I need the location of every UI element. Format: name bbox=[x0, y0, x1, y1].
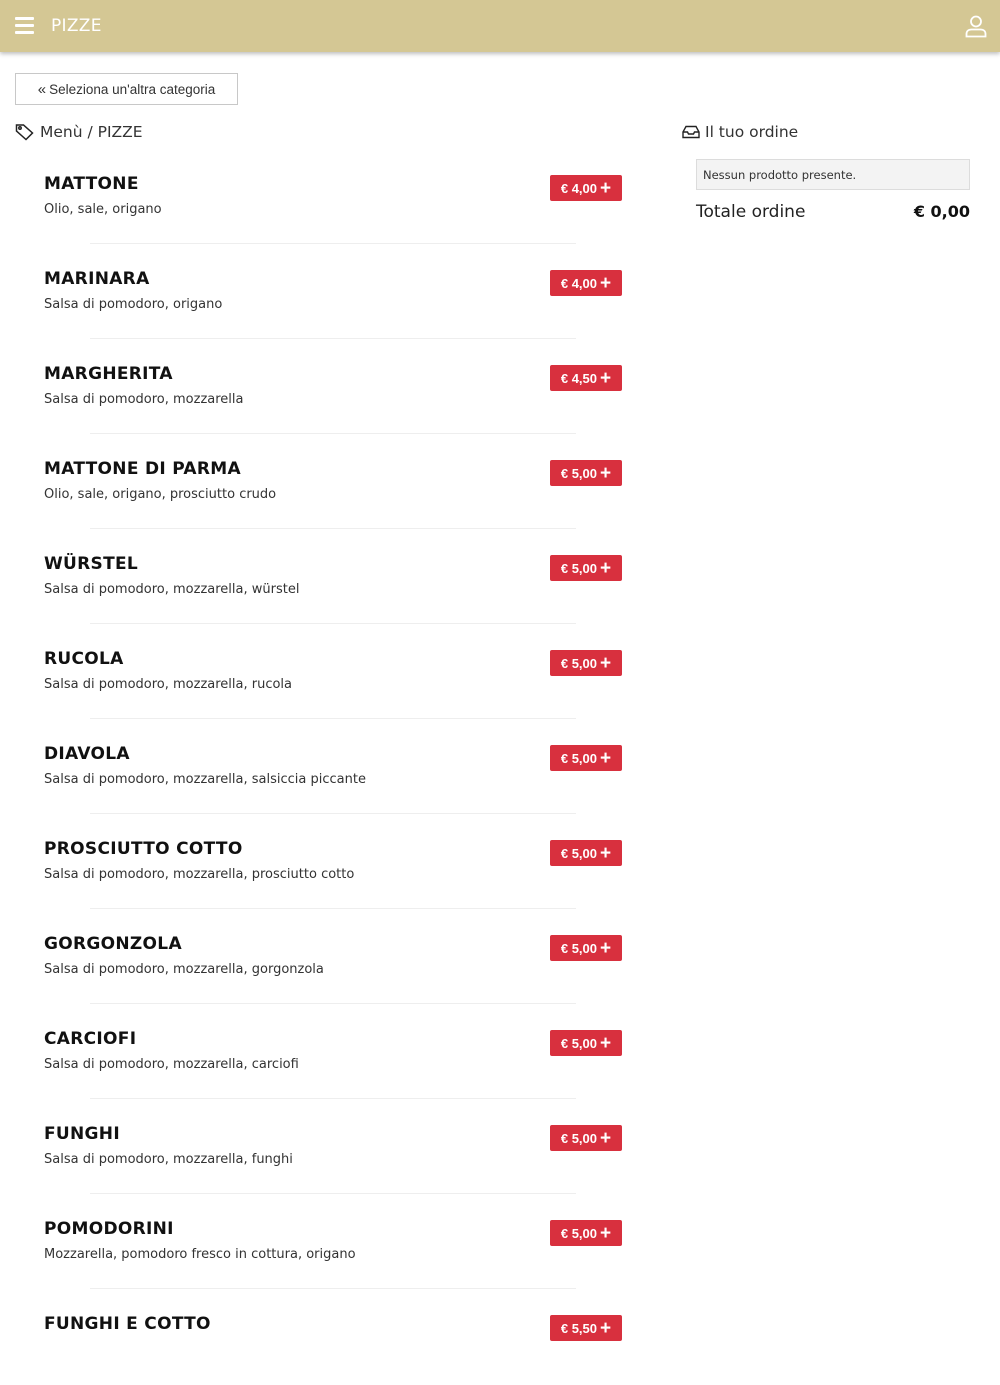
add-to-order-button[interactable] bbox=[550, 935, 622, 961]
plus-icon: + bbox=[600, 747, 612, 769]
breadcrumb-label: Menù / PIZZE bbox=[40, 123, 143, 141]
top-bar bbox=[0, 0, 1000, 52]
menu-item-price: € 5,00 bbox=[560, 1130, 598, 1146]
menu-item-description: Olio, sale, origano bbox=[44, 202, 162, 217]
menu-item-description: Salsa di pomodoro, mozzarella, salsiccia piccante bbox=[44, 772, 366, 787]
divider bbox=[90, 908, 576, 909]
menu-item-price: € 5,00 bbox=[560, 465, 598, 481]
menu-item-price: € 5,00 bbox=[560, 1035, 598, 1051]
add-to-order-button[interactable] bbox=[550, 650, 622, 676]
add-to-order-button[interactable] bbox=[550, 270, 622, 296]
plus-icon: + bbox=[600, 842, 612, 864]
tag-icon bbox=[15, 123, 35, 141]
divider bbox=[90, 433, 576, 434]
menu-item-name: MATTONE DI PARMA bbox=[44, 459, 241, 479]
menu-item bbox=[0, 910, 640, 1005]
menu-item-description: Salsa di pomodoro, mozzarella, gorgonzola bbox=[44, 962, 324, 977]
back-button-label: Seleziona un'altra categoria bbox=[49, 81, 216, 97]
menu-item-description: Olio, sale, origano, prosciutto crudo bbox=[44, 487, 277, 502]
order-title-label: Il tuo ordine bbox=[705, 123, 799, 141]
menu-item bbox=[0, 815, 640, 910]
menu-item bbox=[0, 1290, 640, 1385]
menu-item bbox=[0, 1195, 640, 1290]
add-to-order-button[interactable] bbox=[550, 365, 622, 391]
add-to-order-button[interactable] bbox=[550, 1125, 622, 1151]
add-to-order-button[interactable] bbox=[550, 175, 622, 201]
plus-icon: + bbox=[600, 462, 612, 484]
menu-item-price: € 4,00 bbox=[560, 275, 598, 291]
menu-list bbox=[0, 150, 640, 1385]
plus-icon: + bbox=[600, 652, 612, 674]
divider bbox=[90, 1288, 576, 1289]
menu-item bbox=[0, 340, 640, 435]
menu-item-name: FUNGHI E COTTO bbox=[44, 1314, 211, 1334]
add-to-order-button[interactable] bbox=[550, 745, 622, 771]
menu-item-price: € 5,00 bbox=[560, 655, 598, 671]
plus-icon: + bbox=[600, 937, 612, 959]
plus-icon: + bbox=[600, 1222, 612, 1244]
menu-item-price: € 5,00 bbox=[560, 1225, 598, 1241]
order-total-label: Totale ordine bbox=[696, 202, 806, 222]
menu-item bbox=[0, 625, 640, 720]
add-to-order-button[interactable] bbox=[550, 1315, 622, 1341]
menu-item-description: Salsa di pomodoro, origano bbox=[44, 297, 223, 312]
menu-item-price: € 5,00 bbox=[560, 560, 598, 576]
menu-item-description: Salsa di pomodoro, mozzarella, funghi bbox=[44, 1152, 293, 1167]
divider bbox=[90, 1193, 576, 1194]
menu-item-description: Salsa di pomodoro, mozzarella, prosciutto cotto bbox=[44, 867, 355, 882]
menu-item bbox=[0, 530, 640, 625]
menu-item-description: Salsa di pomodoro, mozzarella bbox=[44, 392, 244, 407]
double-chevron-left-icon: « bbox=[37, 80, 47, 98]
menu-item-description: Salsa di pomodoro, mozzarella, rucola bbox=[44, 677, 293, 692]
menu-item-name: MATTONE bbox=[44, 174, 139, 194]
user-icon[interactable] bbox=[964, 14, 988, 38]
menu-item-price: € 5,00 bbox=[560, 750, 598, 766]
add-to-order-button[interactable] bbox=[550, 460, 622, 486]
hamburger-icon[interactable] bbox=[15, 17, 35, 35]
menu-item bbox=[0, 1100, 640, 1195]
menu-item-name: CARCIOFI bbox=[44, 1029, 137, 1049]
menu-item-description: Salsa di pomodoro, mozzarella, würstel bbox=[44, 582, 300, 597]
divider bbox=[90, 243, 576, 244]
menu-item-name: DIAVOLA bbox=[44, 744, 130, 764]
divider bbox=[90, 338, 576, 339]
plus-icon: + bbox=[600, 1317, 612, 1339]
menu-item-name: WÜRSTEL bbox=[44, 554, 139, 574]
divider bbox=[90, 623, 576, 624]
menu-item-price: € 5,00 bbox=[560, 940, 598, 956]
menu-item-description: Salsa di pomodoro, mozzarella, carciofi bbox=[44, 1057, 299, 1072]
plus-icon: + bbox=[600, 367, 612, 389]
divider bbox=[90, 718, 576, 719]
menu-item-price: € 5,00 bbox=[560, 845, 598, 861]
menu-item-name: PROSCIUTTO COTTO bbox=[44, 839, 243, 859]
select-other-category-button[interactable] bbox=[15, 73, 238, 105]
inbox-icon bbox=[682, 125, 700, 139]
order-title bbox=[682, 123, 798, 141]
divider bbox=[90, 1003, 576, 1004]
menu-item-description: Mozzarella, pomodoro fresco in cottura, origano bbox=[44, 1247, 356, 1262]
menu-item-name: MARGHERITA bbox=[44, 364, 173, 384]
plus-icon: + bbox=[600, 177, 612, 199]
menu-item-name: RUCOLA bbox=[44, 649, 124, 669]
empty-order-message: Nessun prodotto presente. bbox=[696, 159, 970, 190]
add-to-order-button[interactable] bbox=[550, 555, 622, 581]
menu-item-price: € 4,00 bbox=[560, 180, 598, 196]
menu-item bbox=[0, 245, 640, 340]
plus-icon: + bbox=[600, 1127, 612, 1149]
menu-item bbox=[0, 150, 640, 245]
divider bbox=[90, 528, 576, 529]
menu-item-name: GORGONZOLA bbox=[44, 934, 182, 954]
menu-item bbox=[0, 720, 640, 815]
add-to-order-button[interactable] bbox=[550, 1030, 622, 1056]
menu-item-price: € 4,50 bbox=[560, 370, 598, 386]
menu-item-price: € 5,50 bbox=[560, 1320, 598, 1336]
plus-icon: + bbox=[600, 272, 612, 294]
divider bbox=[90, 813, 576, 814]
page-title: PIZZE bbox=[51, 16, 102, 36]
plus-icon: + bbox=[600, 557, 612, 579]
menu-item-name: POMODORINI bbox=[44, 1219, 174, 1239]
add-to-order-button[interactable] bbox=[550, 840, 622, 866]
breadcrumb bbox=[15, 123, 143, 141]
menu-item-name: MARINARA bbox=[44, 269, 150, 289]
plus-icon: + bbox=[600, 1032, 612, 1054]
order-total-value: € 0,00 bbox=[913, 202, 970, 221]
menu-item-name: FUNGHI bbox=[44, 1124, 120, 1144]
menu-item bbox=[0, 435, 640, 530]
menu-item bbox=[0, 1005, 640, 1100]
add-to-order-button[interactable] bbox=[550, 1220, 622, 1246]
divider bbox=[90, 1098, 576, 1099]
